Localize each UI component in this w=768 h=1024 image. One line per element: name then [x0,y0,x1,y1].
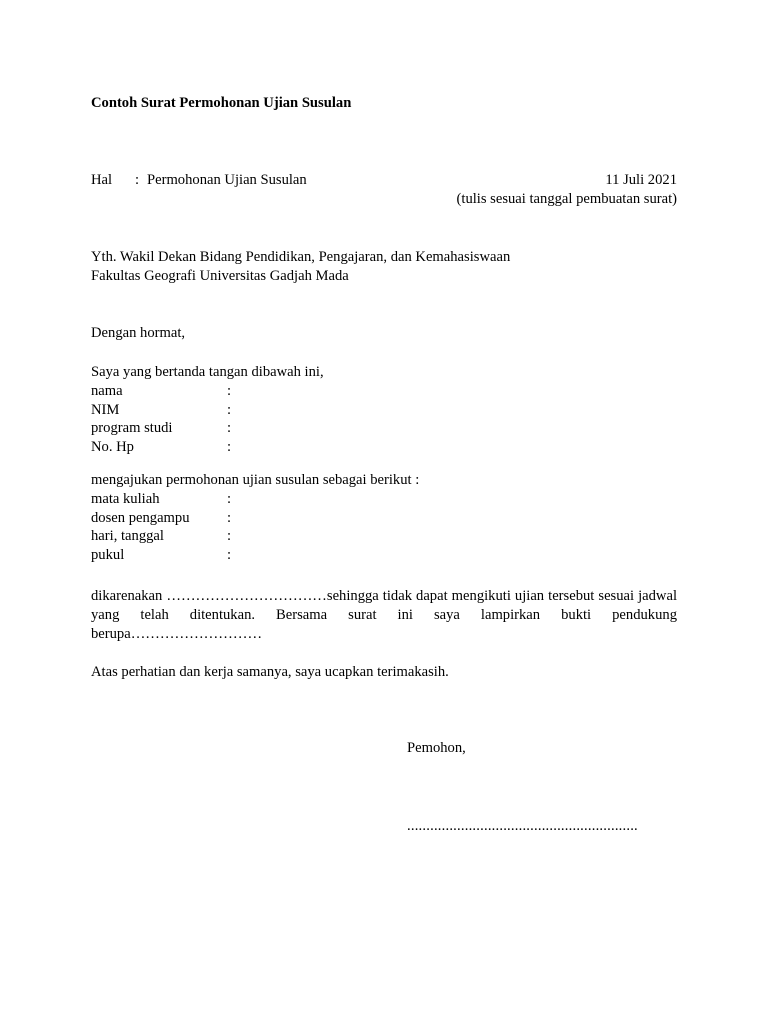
field-label: nama [91,383,123,399]
intro-line: Saya yang bertanda tangan dibawah ini, [91,364,324,380]
field-colon: : [227,401,232,418]
field-colon: : [227,509,232,526]
letter-date: 11 Juli 2021 [605,172,677,188]
letter-title: Contoh Surat Permohonan Ujian Susulan [91,95,352,111]
recipient-line-1: Yth. Wakil Dekan Bidang Pendidikan, Pengajaran, dan Kemahasiswaan [91,249,511,265]
field-label: No. Hp [91,438,134,455]
subject-label: Hal [91,172,113,188]
date-note: (tulis sesuai tanggal pembuatan surat) [456,191,677,207]
field-colon: : [227,383,232,399]
field-label: mata kuliah [91,491,160,507]
greeting: Dengan hormat, [91,325,186,341]
field-label: NIM [91,401,120,418]
field-label: hari, tanggal [91,528,164,544]
field-label: program studi [91,420,173,436]
field-colon: : [227,420,232,436]
request-intro: mengajukan permohonan ujian susulan sebagai berikut : [91,472,420,488]
field-label: dosen pengampu [91,509,190,526]
reason-paragraph: dikarenakan ……………………………sehingga tidak dapat mengikuti ujian tersebut sesuai jadwal yang telah ditentukan. Bersama surat ini saya lampirkan bukti pendukung berupa……………………… [91,588,677,642]
recipient-block [91,248,510,286]
signature-line: ............................................................ [407,818,638,834]
field-colon: : [227,528,232,544]
field-colon: : [227,438,232,455]
field-label: pukul [91,546,125,563]
subject-value: Permohonan Ujian Susulan [147,172,307,188]
field-colon: : [227,491,232,507]
signature-label: Pemohon, [407,740,466,756]
subject-colon: : [135,172,140,188]
closing-line: Atas perhatian dan kerja samanya, saya ucapkan terimakasih. [91,664,449,680]
recipient-line-2: Fakultas Geografi Universitas Gadjah Mada [91,268,349,284]
field-colon: : [227,546,232,563]
